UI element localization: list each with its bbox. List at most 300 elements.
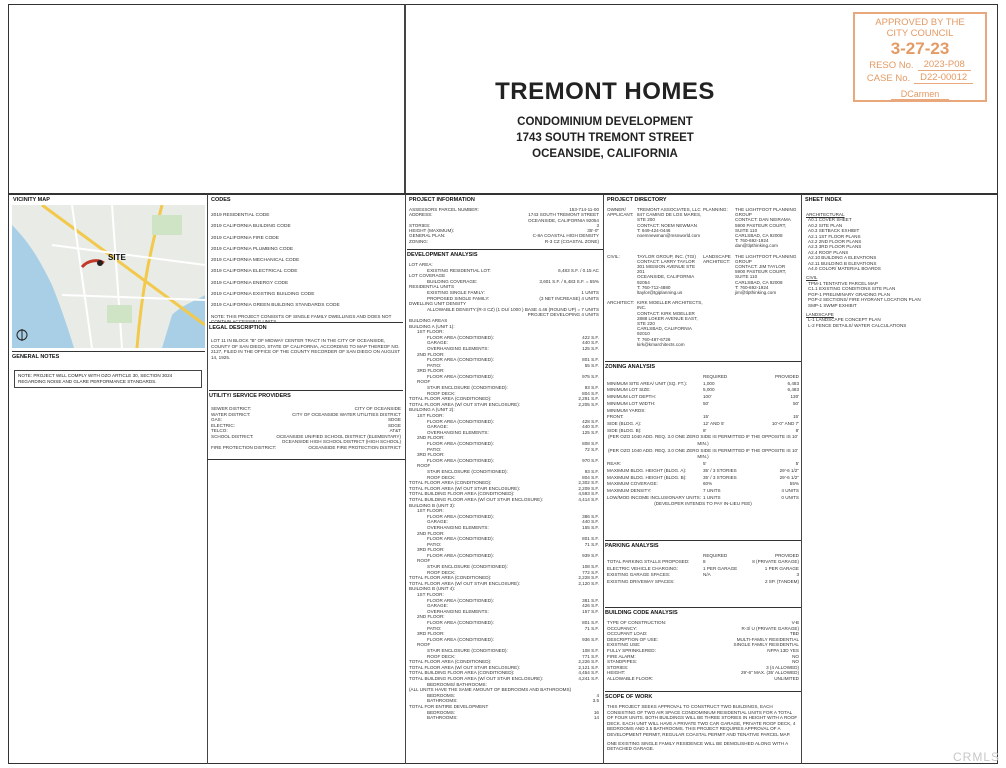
- building-code-row-cell: STANDPIPES:: [607, 659, 638, 665]
- code-item: 2019 CALIFORNIA ENERGY CODE: [211, 280, 289, 286]
- development-row-cell: ROOF: [417, 642, 431, 648]
- directory-line: 847 CAMINO DE LOS MARES, STE 200: [637, 212, 702, 223]
- parking-row-cell: EXISTING GARAGE SPACES:: [607, 572, 671, 578]
- development-row-cell: BUILDING COVERAGE:: [427, 278, 478, 284]
- vicinity-map-graphic: [12, 205, 205, 348]
- parking-row-cell: [703, 579, 751, 585]
- development-row-cell: 970 S.F.: [582, 457, 599, 463]
- zoning-row-cell: MINIMUM LOT DEPTH:: [607, 394, 656, 400]
- parking-row-cell: 8: [703, 559, 706, 565]
- building-code-row-cell: DESCRIPTION OF USE:: [607, 636, 659, 642]
- development-row-cell: (ALL UNITS HAVE THE SAME AMOUNT OF BEDROOMS AND BATHROOMS): [409, 687, 572, 693]
- development-row-cell: FLOOR AREA (CONDITIONED):: [427, 536, 494, 542]
- watermark: CRMLS: [952, 750, 1000, 764]
- project-info-row-cell: ADDRESS:: [409, 212, 433, 218]
- project-info-row: [409, 239, 599, 244]
- zoning-row-cell: 5': [703, 461, 707, 467]
- directory-line: THE LIGHTFOOT PLANNING GROUP: [735, 207, 797, 218]
- development-row-cell: TOTAL FLOOR AREA (W/ OUT STAIR ENCLOSURE):: [409, 580, 521, 586]
- building-code-row-cell: V-B: [791, 620, 799, 625]
- development-row-cell: 16: [593, 709, 599, 715]
- development-row-cell: 801 S.F.: [582, 357, 599, 363]
- zoning-row-cell: 6,483: [787, 380, 799, 386]
- utility-row-cell: SEWER DISTRICT:: [211, 406, 252, 411]
- development-row-cell: 1 UNITS: [581, 289, 599, 295]
- codes-list: [211, 210, 403, 325]
- stamp-line-2: CITY COUNCIL: [886, 28, 954, 39]
- development-row-cell: FLOOR AREA (CONDITIONED):: [427, 597, 494, 603]
- utility-row-cell: FIRE PROTECTION DISTRICT:: [211, 444, 277, 450]
- building-code-row-cell: OCCUPANCY:: [607, 625, 638, 631]
- development-row-cell: OVERHANGING ELEMENTS:: [427, 608, 489, 614]
- legal-description-heading: LEGAL DESCRIPTION: [209, 322, 403, 331]
- development-row-cell: PATIO:: [427, 541, 442, 547]
- zoning-row: [607, 468, 799, 475]
- project-info-row-cell: HEIGHT (MAXIMUM):: [409, 228, 455, 234]
- development-row-cell: FLOOR AREA (CONDITIONED):: [427, 552, 494, 558]
- parking-row-cell: 1 PER GARAGE: [764, 565, 799, 571]
- zoning-row-cell: MAXIMUM BLDG. HEIGHT (BLDG. B):: [607, 474, 687, 480]
- development-row-cell: FLOOR AREA (CONDITIONED):: [427, 357, 494, 363]
- project-info-row-cell: 153-714-11-00: [569, 207, 599, 212]
- parking-row: [607, 579, 799, 585]
- development-row-cell: 804 S.F.: [582, 390, 599, 396]
- directory-line: 2888 LOKER AVENUE EAST, STE 220: [637, 315, 698, 327]
- zoning-row-cell: 35' / 3 STORIES: [703, 467, 737, 473]
- zoning-row-cell: MINIMUM LOT WIDTH:: [607, 400, 656, 406]
- directory-details: [637, 300, 703, 347]
- directory-line: jim@tlpthinking.com: [735, 290, 777, 296]
- directory-line: CONTACT: LARRY TAYLOR: [637, 258, 695, 264]
- zoning-row-cell: 5': [795, 461, 799, 467]
- development-row-cell: EXISTING RESIDENTIAL LOT:: [427, 267, 491, 273]
- building-code-row-cell: HEIGHT:: [607, 670, 626, 676]
- development-row-cell: PATIO:: [427, 625, 442, 631]
- project-info-row-cell: ZONING:: [409, 238, 429, 244]
- project-info-row-cell: 35'-0": [587, 228, 599, 234]
- directory-line: T: 760-487-6726: [637, 336, 671, 342]
- project-info-row-cell: 3: [596, 222, 599, 228]
- development-analysis-heading: DEVELOPMENT ANALYSIS: [407, 249, 603, 258]
- development-row-cell: 2ND FLOOR:: [417, 614, 445, 620]
- zoning-row: [607, 488, 799, 495]
- directory-line: dan@tlpthinking.com: [735, 243, 778, 249]
- zoning-row: [607, 408, 799, 415]
- code-item: 2019 CALIFORNIA PLUMBING CODE: [211, 246, 294, 252]
- directory-line: TAYLOR GROUP, INC. (TGI): [637, 253, 696, 259]
- building-code-row: [607, 676, 799, 682]
- development-row-cell: 975 S.F.: [582, 373, 599, 379]
- development-row-cell: BUILDING AREAS: [409, 317, 448, 323]
- zoning-row: [607, 495, 799, 502]
- zoning-row: [607, 421, 799, 428]
- development-row-cell: 3,601 S.F. / 6,483 S.F. = 55%: [539, 278, 599, 284]
- sheet-item: A2.10 BUILDING A ELEVATIONS: [808, 255, 877, 261]
- development-row: [409, 715, 599, 721]
- development-row-cell: 2ND FLOOR:: [417, 435, 445, 441]
- development-row-cell: 426 S.F.: [582, 603, 599, 609]
- directory-role: [703, 300, 735, 347]
- zoning-row-cell: 4 UNITS: [781, 487, 799, 493]
- development-row-cell: 71 S.F.: [584, 541, 599, 547]
- vicinity-map-heading: VICINITY MAP: [13, 197, 50, 203]
- directory-line: T: 760-712-4880: [637, 284, 671, 290]
- building-code-row-cell: 3 (4 ALLOWED): [766, 664, 799, 670]
- building-code-row-cell: SINGLE FAMILY RESIDENTIAL: [733, 642, 799, 648]
- parking-row-cell: 3: [796, 572, 799, 578]
- utility-row-cell: SDGE: [387, 417, 401, 422]
- building-code-row-cell: 29'-6" MAX. (35' ALLOWED): [740, 670, 799, 676]
- utility-table: [211, 406, 401, 450]
- scope-of-work: [607, 704, 799, 752]
- zoning-row-cell: REAR:: [607, 461, 622, 467]
- development-row-cell: 4,414 S.F.: [578, 496, 599, 502]
- development-row-cell: 157 S.F.: [582, 608, 599, 614]
- zoning-row: [607, 394, 799, 401]
- building-code-row-cell: NO: [792, 653, 799, 659]
- zoning-row-cell: MINIMUM LOT SIZE:: [607, 387, 651, 393]
- zoning-row: [607, 381, 799, 388]
- sheet-item: A0.2 SITE PLAN: [808, 222, 843, 228]
- stamp-reso-label: RESO No.: [869, 59, 914, 71]
- directory-line: OCEANSIDE, CALIFORNIA 92054: [637, 274, 694, 285]
- directory-line: CONTACT: NOEM NEWMAN: [637, 222, 697, 228]
- development-row-cell: (R-3 CZ) (1 DU/ 1000 ) BASE 4.46 (ROUND UP) = 7 UNITS: [476, 306, 600, 312]
- zoning-header: [607, 374, 799, 381]
- zoning-row-cell: SIDE (BLDG. A):: [607, 420, 642, 426]
- directory-line: CONTACT: KIRK MOELLER: [637, 310, 695, 316]
- code-item: 2019 CALIFORNIA MECHANICAL CODE: [211, 258, 300, 264]
- development-row-cell: 55 S.F.: [584, 362, 599, 368]
- utility-row-cell: OCEANSIDE HIGH SCHOOL DISTRICT (HIGH SCHOOL): [281, 439, 401, 444]
- building-code-row-cell: EXISTING USE:: [607, 642, 641, 648]
- development-row-cell: 125 S.F.: [582, 429, 599, 435]
- development-row-cell: STAIR ENCLOSURE (CONDITIONED):: [427, 468, 508, 474]
- development-row-cell: TOTAL BUILDING FLOOR AREA (CONDITIONED):: [409, 670, 515, 676]
- zoning-header-cell: REQUIRED: [703, 374, 728, 379]
- directory-details: [637, 207, 703, 249]
- development-row-cell: FLOOR AREA (CONDITIONED):: [427, 373, 494, 379]
- stamp-reso-value: 2023-P08: [918, 59, 971, 71]
- development-row-cell: STAIR ENCLOSURE (CONDITIONED):: [427, 647, 508, 653]
- utility-row-cell: OCEANSIDE UNIFIED SCHOOL DISTRICT (ELEMENTARY): [276, 433, 401, 439]
- site-label: SITE: [108, 253, 126, 262]
- development-row-cell: 1ST FLOOR:: [417, 413, 444, 419]
- directory-line: noemnewman@msnworld.com: [637, 233, 701, 239]
- sheet-item: L-1 LANDSCAPE CONCEPT PLAN: [808, 317, 881, 323]
- zoning-row-cell: FRONT:: [607, 414, 624, 420]
- sheet-item: PGP-1 PRELIMINARY GRADING PLAN: [808, 291, 891, 297]
- zoning-row: [607, 481, 799, 488]
- utility-row-cell: AT&T: [389, 428, 401, 433]
- parking-header-cell: PROVIDED: [775, 553, 799, 558]
- col-divider-4: [801, 194, 802, 764]
- zoning-note: (PER OZO 1040 ADD. REQ. 3.0 ONE ZERO SIDE IS PERMITTED IF THE OPPOSITE IS 10' MIN.): [608, 434, 798, 447]
- building-code-row-cell: TBD: [789, 631, 799, 637]
- development-row-cell: FLOOR AREA (CONDITIONED):: [427, 513, 494, 519]
- project-info-row-cell: 1743 SOUTH TREMONT STREET: [528, 212, 599, 218]
- utility-row-cell: WATER DISTRICT:: [211, 411, 251, 417]
- directory-entry: [607, 300, 799, 347]
- sheet-item: A0.3 SETBACK EXHIBIT: [808, 228, 860, 234]
- stamp-case-row: [855, 72, 985, 84]
- building-code-row-cell: MULTI-FAMILY RESIDENTIAL: [736, 636, 799, 642]
- building-code-row-cell: TYPE OF CONSTRUCTION:: [607, 620, 667, 625]
- development-row-cell: TOTAL FLOOR AREA (W/ OUT STAIR ENCLOSURE):: [409, 664, 521, 670]
- utility-row-cell: SCHOOL DISTRICT:: [211, 433, 254, 439]
- zoning-row-cell: 1 UNITS: [703, 494, 721, 500]
- development-row-cell: TOTAL BUILDING FLOOR AREA (W/ OUT STAIR ENCLOSURE):: [409, 675, 544, 681]
- code-item: 2019 CALIFORNIA BUILDING CODE: [211, 224, 291, 230]
- codes-note: NOTE: THIS PROJECT CONSISTS OF SINGLE FAMILY DWELLINGS AND DOES NOT CONTAIN ACCESSIBLE UNITS.: [211, 313, 392, 325]
- title-line-3: OCEANSIDE, CALIFORNIA: [532, 148, 678, 160]
- development-row-cell: PROJECT DEVELOPING 4 UNITS: [527, 312, 599, 318]
- development-row-cell: 125 S.F.: [582, 345, 599, 351]
- directory-details: [735, 300, 799, 347]
- stamp-case-value: D22-00012: [914, 72, 973, 84]
- scope-of-work-heading: SCOPE OF WORK: [605, 691, 801, 700]
- directory-line: T: 760-692-1924: [735, 284, 769, 290]
- development-row-cell: 422 S.F.: [582, 334, 599, 340]
- project-info-table: [409, 207, 599, 244]
- directory-details: [735, 207, 799, 249]
- title-line-2: 1743 SOUTH TREMONT STREET: [516, 132, 694, 144]
- directory-line: CONTACT: JIM TAYLOR: [735, 264, 786, 270]
- zoning-row-cell: MAXIMUM BLDG. HEIGHT (BLDG. A):: [607, 467, 687, 473]
- header-bottom-rule: [8, 193, 998, 195]
- project-info-row-cell: GENERAL PLAN:: [409, 233, 446, 239]
- sheet-item: SMP-1 SWMP EXHIBIT: [808, 302, 857, 308]
- vicinity-map: [12, 205, 205, 348]
- development-row-cell: OVERHANGING ELEMENTS:: [427, 524, 489, 530]
- development-row-cell: 72 S.F.: [584, 446, 599, 452]
- development-row-cell: 381 S.F.: [582, 597, 599, 603]
- building-code-row-cell: STORIES:: [607, 664, 629, 670]
- zoning-row-cell: MAXIMUM DENSITY:: [607, 487, 652, 493]
- development-row-cell: 155 S.F.: [582, 524, 599, 530]
- development-row-cell: ROOF: [417, 558, 431, 564]
- development-row-cell: BEDROOMS/ BATHROOMS:: [427, 681, 487, 687]
- zoning-row-cell: 10'-0" AND 7': [771, 420, 799, 426]
- development-row-cell: PATIO:: [427, 446, 442, 452]
- building-code-row-cell: R-3/ U (PRIVATE GARAGE): [741, 625, 799, 631]
- sheet-item: A2.1 1ST FLOOR PLANS: [808, 233, 861, 239]
- zoning-row-cell: MINIMUM YARDS:: [607, 407, 646, 413]
- sheet-item: A2.4 ROOF PLANS: [808, 249, 849, 255]
- development-row-cell: 14: [593, 715, 599, 721]
- code-item: 2019 CALIFORNIA GREEN BUILDING STANDARDS CODE: [211, 303, 340, 309]
- directory-line: THE LIGHTFOOT PLANNING GROUP: [735, 253, 797, 264]
- development-row-cell: ALLOWABLE DENSITY:: [427, 306, 477, 312]
- building-code-row-cell: ALLOWABLE FLOOR:: [607, 675, 654, 681]
- project-info-row-cell: OCEANSIDE, CALIFORNIA 92054: [528, 217, 599, 223]
- development-row-cell: 428 S.F.: [582, 418, 599, 424]
- parking-row-cell: N/A: [703, 572, 711, 578]
- stamp-date: 3-27-23: [890, 39, 950, 58]
- code-item: 2019 CALIFORNIA EXISTING BUILDING CODE: [211, 292, 315, 298]
- general-notes-heading: GENERAL NOTES: [12, 351, 205, 360]
- development-row-cell: GARAGE:: [427, 340, 448, 346]
- zoning-row-cell: 29'-6 1/2": [779, 467, 799, 473]
- development-row-cell: RESIDENTIAL UNITS: [409, 284, 455, 290]
- zoning-analysis-heading: ZONING ANALYSIS: [605, 361, 801, 370]
- development-row-cell: ROOF: [417, 379, 431, 385]
- development-row-cell: PATIO:: [427, 362, 442, 368]
- directory-line: CARLSBAD, CA 92008: [735, 233, 783, 239]
- building-code-heading: BUILDING CODE ANALYSIS: [605, 607, 801, 616]
- title-block: [405, 78, 805, 160]
- zoning-row-cell: 100': [703, 394, 712, 400]
- zoning-row-cell: MINIMUM SITE AREA/ UNIT (SQ. FT.):: [607, 380, 688, 386]
- zoning-row-cell: 50': [793, 400, 799, 406]
- parking-analysis-table: [607, 553, 799, 585]
- development-row-cell: ROOF DECK:: [427, 569, 456, 575]
- project-info-row-cell: C-8A COASTAL HIGH DENSITY: [532, 233, 599, 239]
- scope-paragraph-1: THIS PROJECT SEEKS APPROVAL TO CONSTRUCT TWO BUILDINGS, EACH CONSISTING OF TWO AIR SPACE CONDOMINIUM RESIDENTIAL UNITS FOR A TOTAL OF FOUR UNITS. BOTH BUILDINGS WILL BE THREE STORIES IN HEIGHT WITH A ROOF DECK. EACH UNIT WILL HAVE A PRIVATE TWO CAR GARAGE, PRIVATE ROOF DECK, 4 BEDROOMS AND 3.5 BATHROOMS. THIS PROJECT REQUIRES APPROVAL OF A DEVELOPMENT PERMIT, REGULAR COASTAL PERMIT AND TENATIVE PARCEL MAP.: [607, 704, 798, 737]
- parking-header-cell: REQUIRED: [703, 553, 728, 558]
- stamp-case-label: CASE No.: [866, 72, 911, 84]
- development-row-cell: 2,205 S.F.: [578, 401, 599, 407]
- zoning-note: (PER OZO 1040 ADD. REQ. 3.0 ONE ZERO SIDE IS PERMITTED IF THE OPPOSITE IS 10' MIN.): [608, 447, 798, 460]
- development-row-cell: FLOOR AREA (CONDITIONED):: [427, 418, 494, 424]
- sheet-group-name: LANDSCAPE: [806, 311, 834, 317]
- building-code-row-cell: NFPA 13D YES: [767, 647, 799, 653]
- directory-line: CONTACT: DAN NEIRAMA: [735, 217, 791, 223]
- development-row-cell: GARAGE:: [427, 424, 448, 430]
- sheet-item: A4.0 COLOR/ MATERIAL BOARDS: [808, 266, 881, 272]
- development-row-cell: EXISTING SINGLE FAMILY:: [427, 289, 485, 295]
- directory-line: CARLSBAD, CALIFORNIA 92010: [637, 326, 692, 337]
- sheet-item: A0.1 COVER SHEET: [808, 217, 852, 223]
- parking-row-cell: 8 (PRIVATE GARAGE): [752, 559, 799, 565]
- stamp-signature: DCarmen: [891, 89, 950, 100]
- development-row-cell: 2,291 S.F.: [578, 396, 599, 402]
- development-row-cell: 1ST FLOOR:: [417, 592, 444, 598]
- sheet-group-name: CIVIL: [806, 275, 818, 281]
- development-row-cell: BUILDING B (UNIT 3):: [409, 502, 456, 508]
- building-code-row-cell: NO: [792, 659, 799, 665]
- zoning-row-cell: 50': [703, 400, 709, 406]
- building-code-row-cell: FULLY SPRINKLERED:: [607, 647, 656, 653]
- utility-bottom-rule: [207, 459, 405, 460]
- directory-line: ltaylor@tgiplanning.us: [637, 290, 683, 296]
- zoning-row-cell: [703, 408, 751, 415]
- development-row-cell: 4,454 S.F.: [578, 670, 599, 676]
- development-row-cell: 801 S.F.: [582, 620, 599, 625]
- title-line-1: CONDOMINIUM DEVELOPMENT: [517, 116, 693, 128]
- zoning-row-cell: LOW/MOD INCOME INCLUSIONARY UNITS:: [607, 494, 702, 500]
- development-row-cell: 2ND FLOOR:: [417, 351, 445, 357]
- development-row-cell: PROPOSED SINGLE FAMILY:: [427, 295, 490, 301]
- col-divider-2: [405, 194, 406, 764]
- col-divider-3: [603, 194, 604, 764]
- development-row-cell: BUILDING A (UNIT 1):: [409, 323, 455, 329]
- development-row-cell: 801 S.F.: [582, 536, 599, 542]
- development-row-cell: TOTAL FLOOR AREA (CONDITIONED):: [409, 659, 492, 665]
- zoning-row-cell: 8': [795, 427, 799, 433]
- development-row-cell: 386 S.F.: [582, 513, 599, 519]
- zoning-row-cell: 35' / 3 STORIES: [703, 474, 737, 480]
- parking-row-cell: EXISTING DRIVEWAY SPACES:: [607, 578, 675, 584]
- zoning-header-cell: PROVIDED: [775, 374, 799, 379]
- development-row-cell: TOTAL FLOOR AREA (W/ OUT STAIR ENCLOSURE):: [409, 401, 521, 407]
- zoning-row-cell: 15': [703, 414, 709, 420]
- development-row-cell: 440 S.F.: [582, 519, 599, 525]
- development-row-cell: BUILDING B (UNIT 4):: [409, 586, 456, 592]
- development-row-cell: 3RD FLOOR:: [417, 631, 445, 637]
- zoning-row-cell: 130': [790, 394, 799, 400]
- directory-role: ARCHITECT:: [607, 300, 635, 306]
- directory-line: CARLSBAD, CA 92008: [735, 279, 783, 285]
- development-row-cell: ROOF: [417, 463, 431, 469]
- directory-entry: [607, 254, 799, 296]
- directory-role: LANDSCAPE ARCHITECT:: [703, 253, 731, 264]
- col-divider-1: [207, 194, 208, 764]
- stamp-line-1: APPROVED BY THE: [875, 17, 965, 28]
- development-row-cell: 6,483 S.F. / 0.15 AC: [558, 267, 599, 273]
- directory-role: PLANNING:: [703, 207, 728, 212]
- utility-row-cell: ELECTRIC:: [211, 422, 235, 428]
- sheet-item: A2.11 BUILDING B ELEVATIONS: [808, 260, 877, 266]
- building-code-table: [607, 620, 799, 682]
- utility-row-cell: CITY OF OCEANSIDE: [354, 406, 401, 411]
- development-row-cell: 3RD FLOOR:: [417, 368, 445, 374]
- zoning-row-cell: 55%: [789, 481, 799, 487]
- directory-role: CIVIL:: [607, 253, 620, 259]
- parking-row-cell: 2 SP. (TANDEM): [764, 578, 799, 584]
- project-info-row-cell: ASSESSORS PARCEL NUMBER:: [409, 207, 479, 212]
- development-row-cell: FLOOR AREA (CONDITIONED):: [427, 457, 494, 463]
- development-row-cell: 4,593 S.F.: [578, 491, 599, 497]
- parking-row-cell: 1 PER GARAGE: [703, 565, 738, 571]
- general-notes-box: [14, 370, 202, 388]
- development-analysis-table: [409, 262, 599, 721]
- utility-row-cell: OCEANSIDE FIRE PROTECTION DISTRICT: [308, 444, 401, 450]
- zoning-row-cell: 5,000: [703, 387, 715, 393]
- directory-line: KIRK MOELLER ARCHITECTS, INC.: [637, 300, 703, 311]
- development-row-cell: BATHROOMS:: [427, 715, 458, 721]
- development-row-cell: TOTAL BUILDING FLOOR AREA (W/ OUT STAIR ENCLOSURE):: [409, 496, 544, 502]
- zoning-row: [607, 414, 799, 421]
- development-row-cell: OVERHANGING ELEMENTS:: [427, 345, 489, 351]
- development-row-cell: 1ST FLOOR:: [417, 329, 444, 335]
- directory-line: kirk@kmarchitects.com: [637, 341, 685, 347]
- project-directory-heading: PROJECT DIRECTORY: [607, 197, 667, 203]
- code-item: 2019 CALIFORNIA FIRE CODE: [211, 235, 279, 241]
- zoning-row: [607, 401, 799, 408]
- development-row-cell: ROOF DECK:: [427, 474, 456, 480]
- development-row-cell: STAIR ENCLOSURE (CONDITIONED):: [427, 564, 508, 570]
- building-code-row-cell: UNLIMITED: [774, 675, 799, 681]
- legal-description-text: LOT 11 IN BLOCK "B" OF MIDWAY CENTER TRACT IN THE CITY OF OCEANSIDE, COUNTY OF SAN DIEGO, STATE OF CALIFORNIA, ACCORDING TO MAP THEREOF NO. 2127, FILED IN THE OFFICE OF THE COUNTY RECORDER OF SAN DIEGO ON AUGUST 14, 1925.: [211, 338, 401, 360]
- development-row-cell: 939 S.F.: [582, 552, 599, 558]
- zoning-note: (DEVELOPER INTENDS TO PAY IN-LIEU FEE): [654, 501, 752, 507]
- development-row-cell: 108 S.F.: [582, 647, 599, 653]
- code-item: 2019 RESIDENTIAL CODE: [211, 213, 270, 218]
- development-row-cell: 108 S.F.: [582, 564, 599, 570]
- sheet-item: A2.2 2ND FLOOR PLANS: [808, 239, 862, 245]
- utility-row: [211, 412, 401, 418]
- building-code-row-cell: OCCUPANT LOAD:: [607, 631, 648, 637]
- directory-line: 5900 PASTEUR COURT, SUITE 110: [735, 222, 787, 233]
- development-row-cell: LOT AREA:: [409, 262, 433, 267]
- development-row-cell: BATHROOMS:: [427, 698, 458, 704]
- development-row-cell: (3 NET INCREASE) 4 UNITS: [539, 295, 599, 301]
- development-row-cell: FLOOR AREA (CONDITIONED):: [427, 636, 494, 642]
- development-row-cell: 804 S.F.: [582, 474, 599, 480]
- sheet-item: TPM-1 TENTATIVE PARCEL MAP: [808, 280, 878, 286]
- development-row-cell: 2,226 S.F.: [578, 659, 599, 665]
